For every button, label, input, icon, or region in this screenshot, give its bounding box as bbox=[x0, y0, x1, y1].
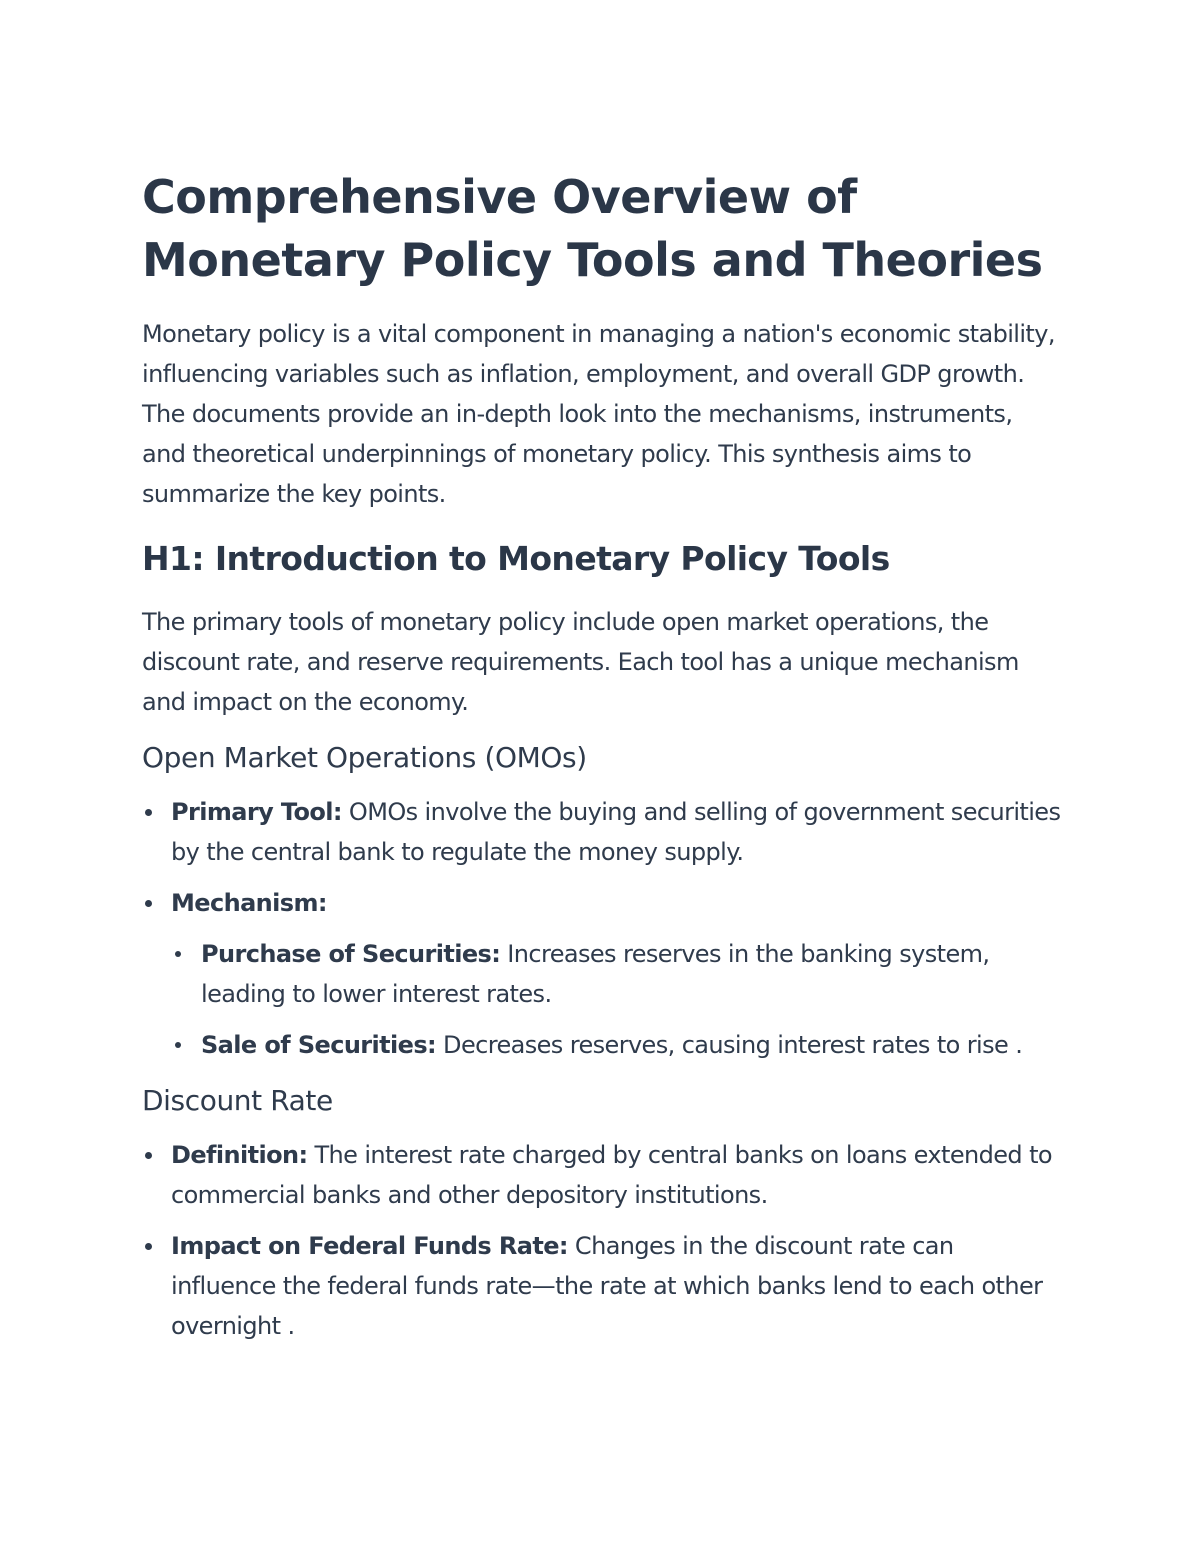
list-item bbox=[142, 1135, 1062, 1215]
list-item bbox=[142, 883, 1062, 923]
item-label: Purchase of Securities: bbox=[201, 940, 501, 968]
nested-list-item bbox=[172, 1025, 1062, 1065]
discount-list bbox=[142, 1135, 1062, 1346]
subheading-discount-rate: Discount Rate bbox=[142, 1084, 333, 1117]
item-label: Primary Tool: bbox=[171, 798, 342, 826]
bullet-icon bbox=[145, 900, 152, 907]
section-heading-tools: H1: Introduction to Monetary Policy Tools bbox=[142, 539, 890, 578]
omo-list bbox=[142, 792, 1062, 1065]
list-item bbox=[142, 1226, 1062, 1346]
item-label: Mechanism: bbox=[171, 889, 327, 917]
list-item bbox=[142, 792, 1062, 872]
item-text: Decreases reserves, causing interest rates to rise . bbox=[436, 1031, 1023, 1059]
bullet-icon bbox=[175, 951, 181, 957]
bullet-icon bbox=[145, 1152, 152, 1159]
document-title: Comprehensive Overview of Monetary Policy Tools and Theories bbox=[142, 170, 1043, 287]
bullet-icon bbox=[175, 1042, 181, 1048]
item-label: Definition: bbox=[171, 1141, 308, 1169]
intro-paragraph: Monetary policy is a vital component in managing a nation's economic stability, influencing variables such as inflation, employment, and overall GDP growth. The documents provide an in-depth look into the mechanisms, instruments, and theoretical underpinnings of monetary policy. This synthesis aims to summarize the key points. bbox=[142, 320, 1055, 508]
item-label: Sale of Securities: bbox=[201, 1031, 437, 1059]
item-text: Changes in the discount rate can influence the federal funds rate—the rate at which banks lend to each other overnight . bbox=[171, 1232, 1043, 1340]
item-label: Impact on Federal Funds Rate: bbox=[171, 1232, 568, 1260]
item-text: Increases reserves in the banking system, leading to lower interest rates. bbox=[201, 940, 990, 1008]
item-text: The interest rate charged by central banks on loans extended to commercial banks and other depository institutions. bbox=[171, 1141, 1052, 1209]
item-text: OMOs involve the buying and selling of government securities by the central bank to regulate the money supply. bbox=[171, 798, 1061, 866]
bullet-icon bbox=[145, 809, 152, 816]
bullet-icon bbox=[145, 1243, 152, 1250]
nested-list-item bbox=[172, 934, 1062, 1014]
subheading-omo: Open Market Operations (OMOs) bbox=[142, 741, 587, 774]
document-page bbox=[142, 166, 1062, 1357]
section-paragraph-tools: The primary tools of monetary policy include open market operations, the discount rate, and reserve requirements. Each tool has a unique mechanism and impact on the economy. bbox=[142, 608, 1019, 716]
